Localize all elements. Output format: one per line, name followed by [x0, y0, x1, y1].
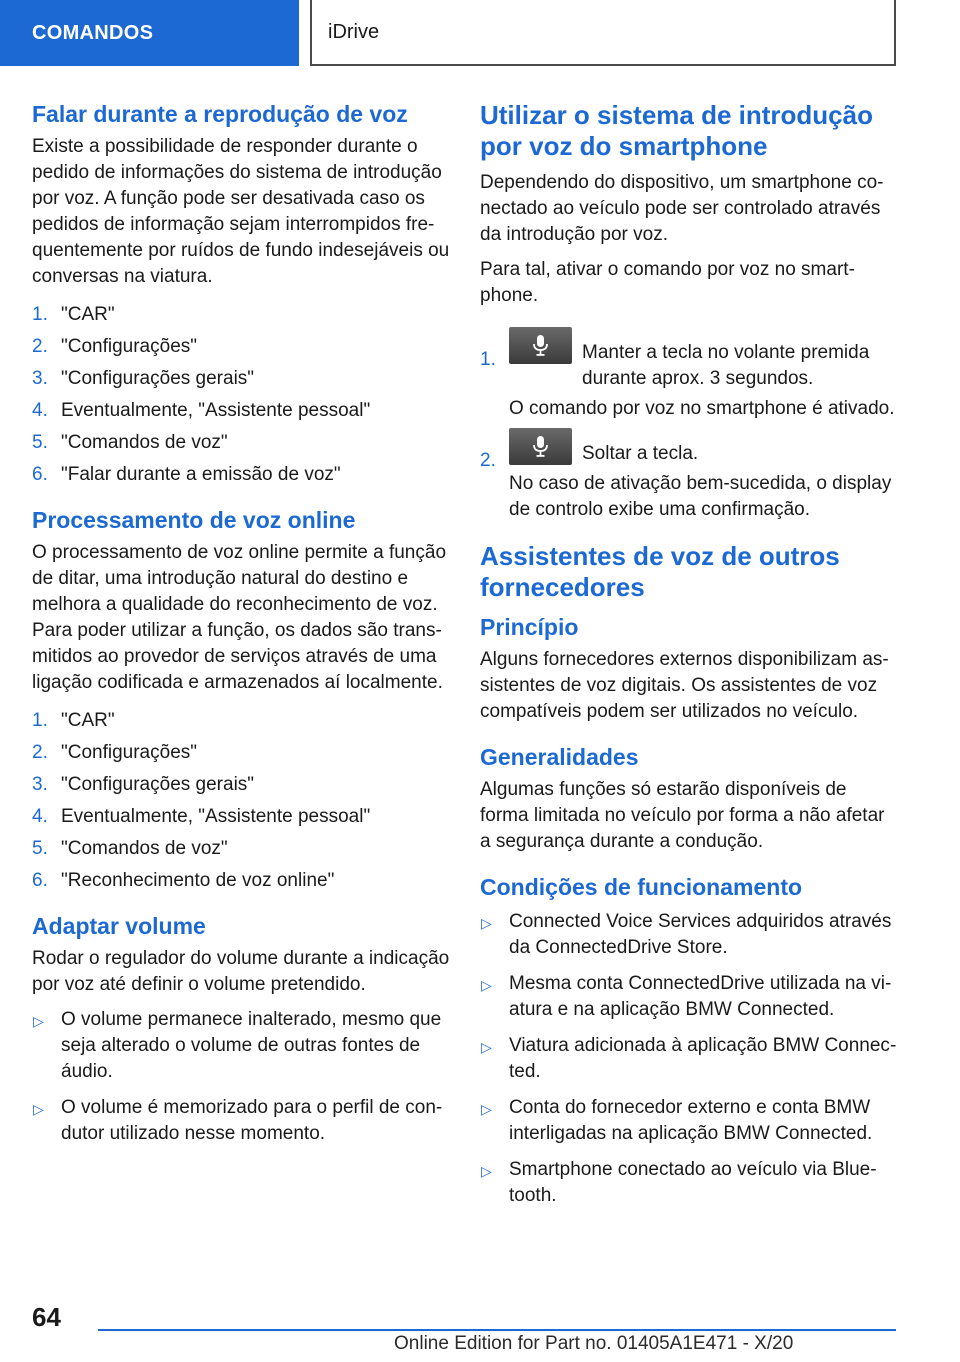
step-item	[32, 804, 450, 830]
bullet-text: Smartphone conectado ao veículo via Bluetooth.	[509, 1159, 877, 1206]
step-number: 5.	[32, 432, 48, 453]
step-text: Eventualmente, "Assistente pessoal"	[61, 400, 371, 421]
step-text: "Comandos de voz"	[61, 838, 228, 859]
microphone-icon	[532, 436, 549, 457]
section-general	[480, 743, 898, 855]
bullet-text: Conta do fornecedor externo e conta BMW interligadas na aplicação BMW Connected.	[509, 1097, 873, 1144]
step-item	[32, 868, 450, 894]
right-column	[480, 100, 898, 1227]
step-number: 6.	[32, 870, 48, 891]
step-number: 4.	[32, 806, 48, 827]
triangle-right-icon: ▷	[33, 1101, 44, 1117]
triangle-right-icon: ▷	[481, 915, 492, 931]
step-text: "CAR"	[61, 304, 115, 325]
section-heading: Condições de funcionamento	[480, 874, 803, 900]
bullet-item	[32, 1007, 450, 1085]
section-heading: Utilizar o sistema de introdução por voz do smartphone	[480, 100, 873, 161]
section-heading: Assistentes de voz de outros fornecedores	[480, 541, 840, 602]
bullet-list	[32, 1007, 450, 1147]
bullet-text: Mesma conta ConnectedDrive utilizada na viatura e na aplicação BMW Connected.	[509, 973, 892, 1020]
step-number: 4.	[32, 400, 48, 421]
section-body: O processamento de voz online permite a função de ditar, uma introdução natural do destino e melhora a qualidade do reconhecimento de voz. Para poder utilizar a função, os dados são transmitidos ao provedor de serviços através de uma ligação codificada e armazenados aí localmente.	[32, 542, 447, 693]
step-item	[32, 462, 450, 488]
section-third-party-assistants	[480, 541, 898, 603]
steps-list	[32, 302, 450, 488]
section-body: Rodar o regulador do volume durante a indicação por voz até definir o volume pretendido.	[32, 948, 450, 995]
section-principle	[480, 613, 898, 725]
section-body: Algumas funções só estarão disponíveis de forma limitada no veículo por forma a não afetar a segurança durante a condução.	[480, 779, 885, 852]
step-item	[32, 366, 450, 392]
section-body: Existe a possibilidade de responder durante o pedido de informações do sistema de introdução por voz. A função pode ser desativada caso os pedidos de informação sejam interrompidos frequentemente por ruídos de fundo indesejáveis ou conversas na viatura.	[32, 136, 450, 287]
step-text: "Configurações gerais"	[61, 774, 255, 795]
section-heading: Adaptar volume	[32, 913, 206, 939]
footer-divider	[98, 1329, 896, 1331]
bullet-text: Connected Voice Services adquiridos através da ConnectedDrive Store.	[509, 911, 892, 958]
step-number: 5.	[32, 838, 48, 859]
step-item	[32, 430, 450, 456]
chapter-title: iDrive	[310, 0, 896, 66]
step-text: "Configurações"	[61, 336, 198, 357]
step-item	[32, 740, 450, 766]
step-text: Soltar a tecla.	[582, 443, 699, 464]
step-number: 2.	[480, 450, 496, 471]
step-subtext: No caso de ativação bem-sucedida, o display de controlo exibe uma confirmação.	[509, 473, 892, 520]
section-heading: Processamento de voz online	[32, 507, 356, 533]
step-item	[32, 334, 450, 360]
bullet-item	[32, 1095, 450, 1147]
microphone-key-image	[509, 327, 572, 364]
triangle-right-icon: ▷	[33, 1013, 44, 1029]
steps-list	[480, 327, 898, 523]
bullet-item	[480, 1095, 898, 1147]
section-online-voice	[32, 506, 450, 894]
bullet-item	[480, 909, 898, 961]
step-number: 3.	[32, 368, 48, 389]
triangle-right-icon: ▷	[481, 1101, 492, 1117]
step-number: 1.	[32, 304, 48, 325]
section-body: Para tal, ativar o comando por voz no smartphone.	[480, 259, 855, 306]
microphone-key-image	[509, 428, 572, 465]
section-body: Alguns fornecedores externos disponibilizam assistentes de voz digitais. Os assistentes de voz compatíveis podem ser utilizados no veículo.	[480, 649, 889, 722]
step-text: Eventualmente, "Assistente pessoal"	[61, 806, 371, 827]
section-smartphone-voice	[480, 100, 898, 523]
bullet-text: Viatura adicionada à aplicação BMW Connected.	[509, 1035, 897, 1082]
step-text: "Configurações"	[61, 742, 198, 763]
section-heading: Generalidades	[480, 744, 639, 770]
steps-list	[32, 708, 450, 894]
step-text: "Reconhecimento de voz online"	[61, 870, 335, 891]
step-number: 1.	[480, 349, 496, 370]
bullet-item	[480, 1033, 898, 1085]
bullet-item	[480, 971, 898, 1023]
step-number: 2.	[32, 336, 48, 357]
step-item	[480, 428, 898, 523]
step-number: 1.	[32, 710, 48, 731]
step-number: 6.	[32, 464, 48, 485]
triangle-right-icon: ▷	[481, 977, 492, 993]
section-heading: Princípio	[480, 614, 579, 640]
step-item	[32, 708, 450, 734]
step-text: "Falar durante a emissão de voz"	[61, 464, 341, 485]
step-item	[32, 302, 450, 328]
bullet-text: O volume permanece inalterado, mesmo que seja alterado o volume de outras fontes de áudio.	[61, 1009, 442, 1082]
step-number: 3.	[32, 774, 48, 795]
section-adjust-volume	[32, 912, 450, 1147]
step-item	[32, 772, 450, 798]
step-item	[32, 398, 450, 424]
section-speak-during-voice	[32, 100, 450, 488]
step-text: Manter a tecla no volante premida durante aprox. 3 segundos.	[582, 342, 870, 389]
step-number: 2.	[32, 742, 48, 763]
microphone-icon	[532, 335, 549, 356]
step-text: "Comandos de voz"	[61, 432, 228, 453]
bullet-item	[480, 1157, 898, 1209]
step-text: "Configurações gerais"	[61, 368, 255, 389]
section-operating-conditions	[480, 873, 898, 1209]
section-tab: COMANDOS	[0, 0, 299, 66]
section-heading: Falar durante a reprodução de voz	[32, 101, 408, 127]
left-column	[32, 100, 450, 1165]
section-body: Dependendo do dispositivo, um smartphone conectado ao veículo pode ser controlado através da introdução por voz.	[480, 172, 884, 245]
step-subtext: O comando por voz no smartphone é ativado.	[509, 398, 895, 419]
bullet-list	[480, 909, 898, 1209]
edition-text: Online Edition for Part no. 01405A1E471 - X/20	[394, 1333, 794, 1354]
triangle-right-icon: ▷	[481, 1039, 492, 1055]
step-item	[480, 327, 898, 422]
triangle-right-icon: ▷	[481, 1163, 492, 1179]
step-text: "CAR"	[61, 710, 115, 731]
step-item	[32, 836, 450, 862]
bullet-text: O volume é memorizado para o perfil de condutor utilizado nesse momento.	[61, 1097, 443, 1144]
page-number: 64	[32, 1302, 61, 1332]
